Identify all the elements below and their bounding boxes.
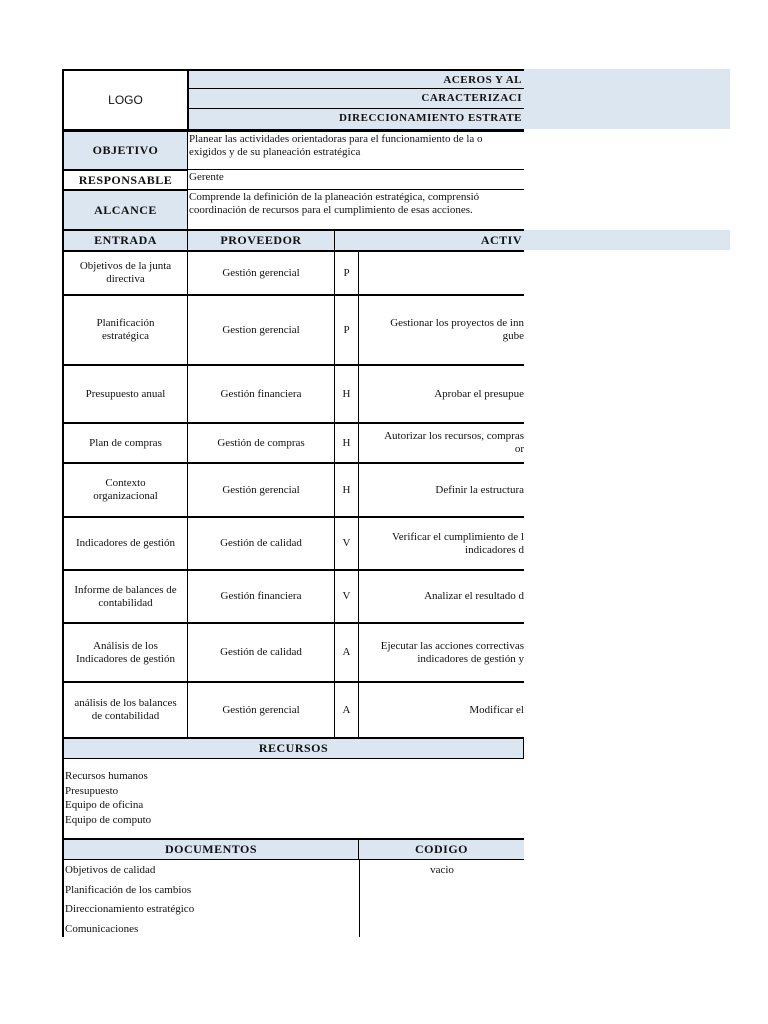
objetivo-text-line: exigidos y de su planeación estratégica (189, 146, 361, 158)
row-proveedor: Gestion gerencial (188, 295, 334, 365)
alcance-label: ALCANCE (62, 190, 188, 230)
recursos-list (62, 759, 524, 839)
responsable-label: RESPONSABLE (62, 170, 188, 190)
row-actividad (358, 251, 524, 295)
recursos-item: Equipo de computo (65, 813, 152, 826)
row-proveedor: Gestión gerencial (188, 251, 334, 295)
column-header-entrada: ENTRADA (62, 230, 188, 251)
documentos-header: DOCUMENTOS (62, 839, 359, 860)
logo-placeholder: LOGO (62, 69, 188, 130)
row-actividad: Modificar el (358, 682, 524, 738)
documento-item: Planificación de los cambios (65, 883, 192, 896)
row-proveedor: Gestión gerencial (188, 463, 334, 517)
objetivo-text (188, 130, 524, 170)
row-entrada: Plan de compras (62, 423, 188, 463)
row-actividad: Verificar el cumplimiento de l indicadores d (358, 517, 524, 570)
documento-item: Objetivos de calidad (65, 864, 156, 876)
documentos-list (62, 860, 359, 937)
row-proveedor: Gestión financiera (188, 365, 334, 423)
row-entrada: Informe de balances de contabilidad (62, 570, 188, 623)
row-proveedor: Gestión gerencial (188, 682, 334, 738)
row-phase: V (334, 570, 359, 623)
row-proveedor: Gestión financiera (188, 570, 334, 623)
row-phase: A (334, 623, 359, 682)
column-header-actividades: ACTIV (334, 230, 524, 251)
row-phase: P (334, 251, 359, 295)
codigo-list (359, 860, 524, 937)
codigo-header: CODIGO (359, 839, 524, 860)
row-phase: H (334, 423, 359, 463)
row-actividad: Gestionar los proyectos de inn gube (358, 295, 524, 365)
row-phase: H (334, 463, 359, 517)
row-entrada: Objetivos de la junta directiva (62, 251, 188, 295)
recursos-header: RECURSOS (62, 738, 524, 759)
row-entrada: Planificación estratégica (62, 295, 188, 365)
row-phase: H (334, 365, 359, 423)
row-entrada: Análisis de los Indicadores de gestión (62, 623, 188, 682)
row-actividad: Definir la estructura (358, 463, 524, 517)
process-title: DIRECCIONAMIENTO ESTRATE (188, 109, 524, 130)
row-entrada: Indicadores de gestión (62, 517, 188, 570)
recursos-item: Presupuesto (65, 784, 119, 797)
row-proveedor: Gestión de calidad (188, 517, 334, 570)
codigo-value: vacio (430, 864, 454, 876)
row-entrada: Presupuesto anual (62, 365, 188, 423)
documento-item: Direccionamiento estratégico (65, 903, 195, 915)
company-name: ACEROS Y AL (188, 69, 524, 89)
recursos-item: Recursos humanos (65, 770, 148, 782)
documento-item: Comunicaciones (65, 922, 139, 935)
alcance-text-line: Comprende la definición de la planeación estratégica, comprensió (189, 191, 480, 203)
row-proveedor: Gestión de compras (188, 423, 334, 463)
column-header-proveedor: PROVEEDOR (187, 230, 335, 251)
row-actividad: Aprobar el presupue (358, 365, 524, 423)
document-title: CARACTERIZACI (188, 89, 524, 109)
row-actividad: Autorizar los recursos, compras or (358, 423, 524, 463)
objetivo-label: OBJETIVO (62, 130, 188, 170)
row-entrada: análisis de los balances de contabilidad (62, 682, 188, 738)
row-actividad: Analizar el resultado d (358, 570, 524, 623)
row-phase: V (334, 517, 359, 570)
row-phase: P (334, 295, 359, 365)
row-phase: A (334, 682, 359, 738)
alcance-text-line: coordinación de recursos para el cumplimiento de esas acciones. (189, 204, 473, 216)
recursos-item: Equipo de oficina (65, 799, 144, 811)
alcance-text (188, 190, 524, 230)
row-actividad: Ejecutar las acciones correctivas indicadores de gestión y (358, 623, 524, 682)
responsable-value: Gerente (188, 170, 524, 190)
row-entrada: Contexto organizacional (62, 463, 188, 517)
row-proveedor: Gestión de calidad (188, 623, 334, 682)
objetivo-text-line: Planear las actividades orientadoras para el funcionamiento de la o (189, 133, 483, 145)
